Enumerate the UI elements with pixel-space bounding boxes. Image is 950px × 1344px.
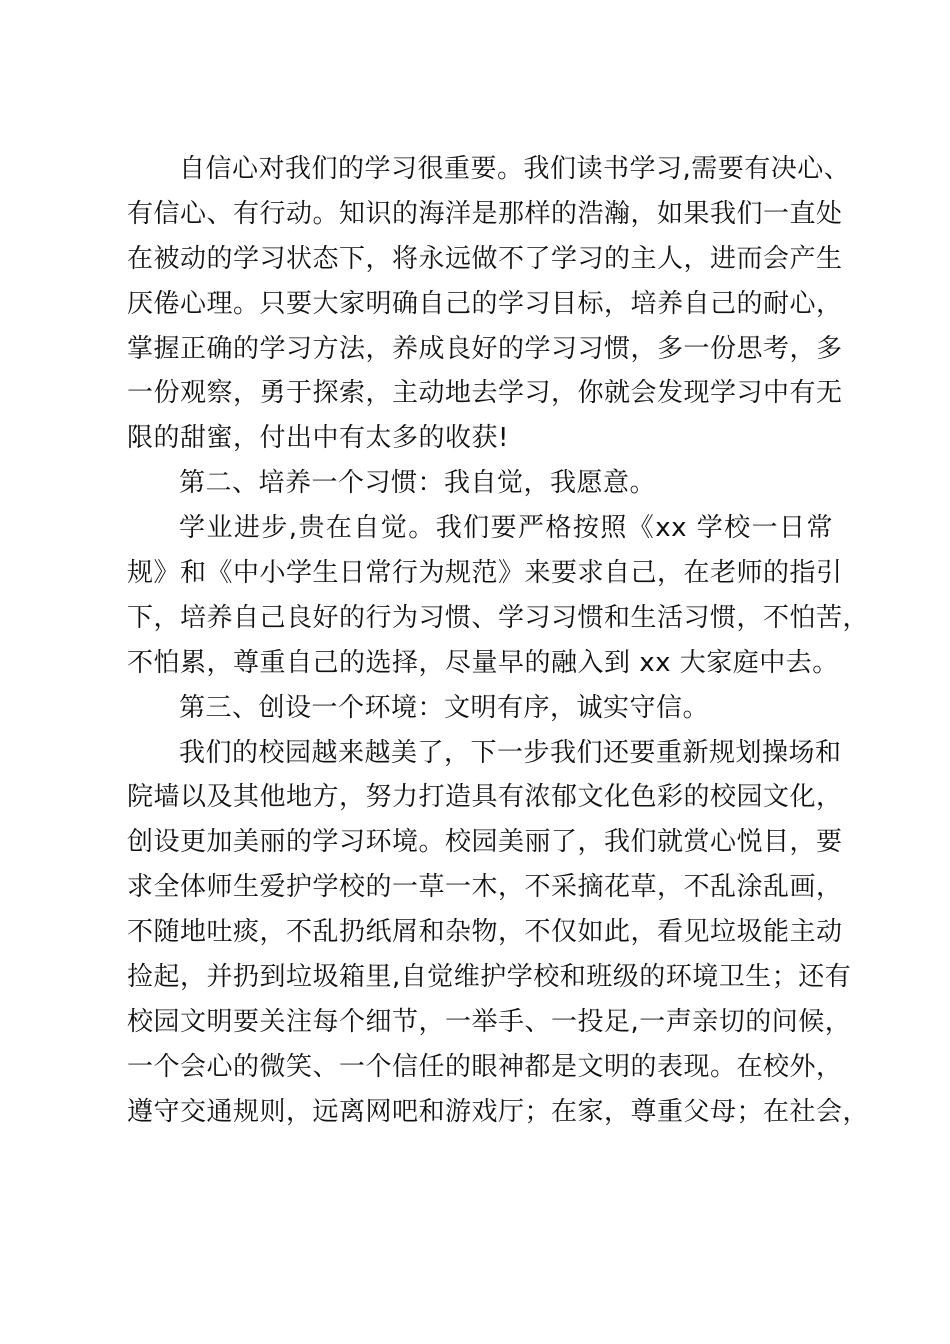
text-line: 规》和《中小学生日常行为规范》来要求自己，在老师的指引 bbox=[127, 558, 843, 589]
section-heading: 第二、培养一个习惯：我自觉，我愿意。 bbox=[179, 468, 657, 499]
text-line: 不怕累，尊重自己的选择，尽量早的融入到 xx 大家庭中去。 bbox=[127, 647, 839, 678]
text-line: 限的甜蜜，付出中有太多的收获! bbox=[127, 423, 509, 454]
text-line: 校园文明要关注每个细节，一举手、一投足,一声亲切的问候， bbox=[127, 1006, 852, 1037]
body-text bbox=[127, 147, 870, 1135]
text-line: 学业进步,贵在自觉。我们要严格按照《xx 学校一日常 bbox=[179, 513, 833, 544]
text-line: 掌握正确的学习方法，养成良好的学习习惯，多一份思考，多 bbox=[127, 333, 843, 364]
text-line: 院墙以及其他地方，努力打造具有浓郁文化色彩的校园文化， bbox=[127, 782, 843, 813]
text-line: 厌倦心理。只要大家明确自己的学习目标，培养自己的耐心， bbox=[127, 288, 843, 319]
text-line: 我们的校园越来越美了，下一步我们还要重新规划操场和 bbox=[179, 737, 842, 768]
text-line: 一份观察，勇于探索，主动地去学习，你就会发现学习中有无 bbox=[127, 378, 843, 409]
text-line: 有信心、有行动。知识的海洋是那样的浩瀚，如果我们一直处 bbox=[127, 198, 843, 229]
section-heading: 第三、创设一个环境：文明有序，诚实守信。 bbox=[179, 692, 710, 723]
text-line: 下，培养自己良好的行为习惯、学习习惯和生活习惯，不怕苦， bbox=[127, 602, 870, 633]
text-line: 创设更加美丽的学习环境。校园美丽了，我们就赏心悦目，要 bbox=[127, 827, 843, 858]
text-line: 求全体师生爱护学校的一草一木，不采摘花草，不乱涂乱画， bbox=[127, 872, 843, 903]
text-line: 自信心对我们的学习很重要。我们读书学习,需要有决心、 bbox=[179, 154, 851, 184]
text-line: 遵守交通规则，远离网吧和游戏厅；在家，尊重父母；在社会， bbox=[127, 1096, 870, 1127]
text-line: 一个会心的微笑、一个信任的眼神都是文明的表现。在校外， bbox=[127, 1051, 843, 1082]
text-line: 不随地吐痰，不乱扔纸屑和杂物，不仅如此，看见垃圾能主动 bbox=[127, 917, 843, 948]
text-line: 在被动的学习状态下，将永远做不了学习的主人，进而会产生 bbox=[127, 243, 843, 274]
text-line: 捡起，并扔到垃圾箱里,自觉维护学校和班级的环境卫生；还有 bbox=[127, 962, 852, 993]
